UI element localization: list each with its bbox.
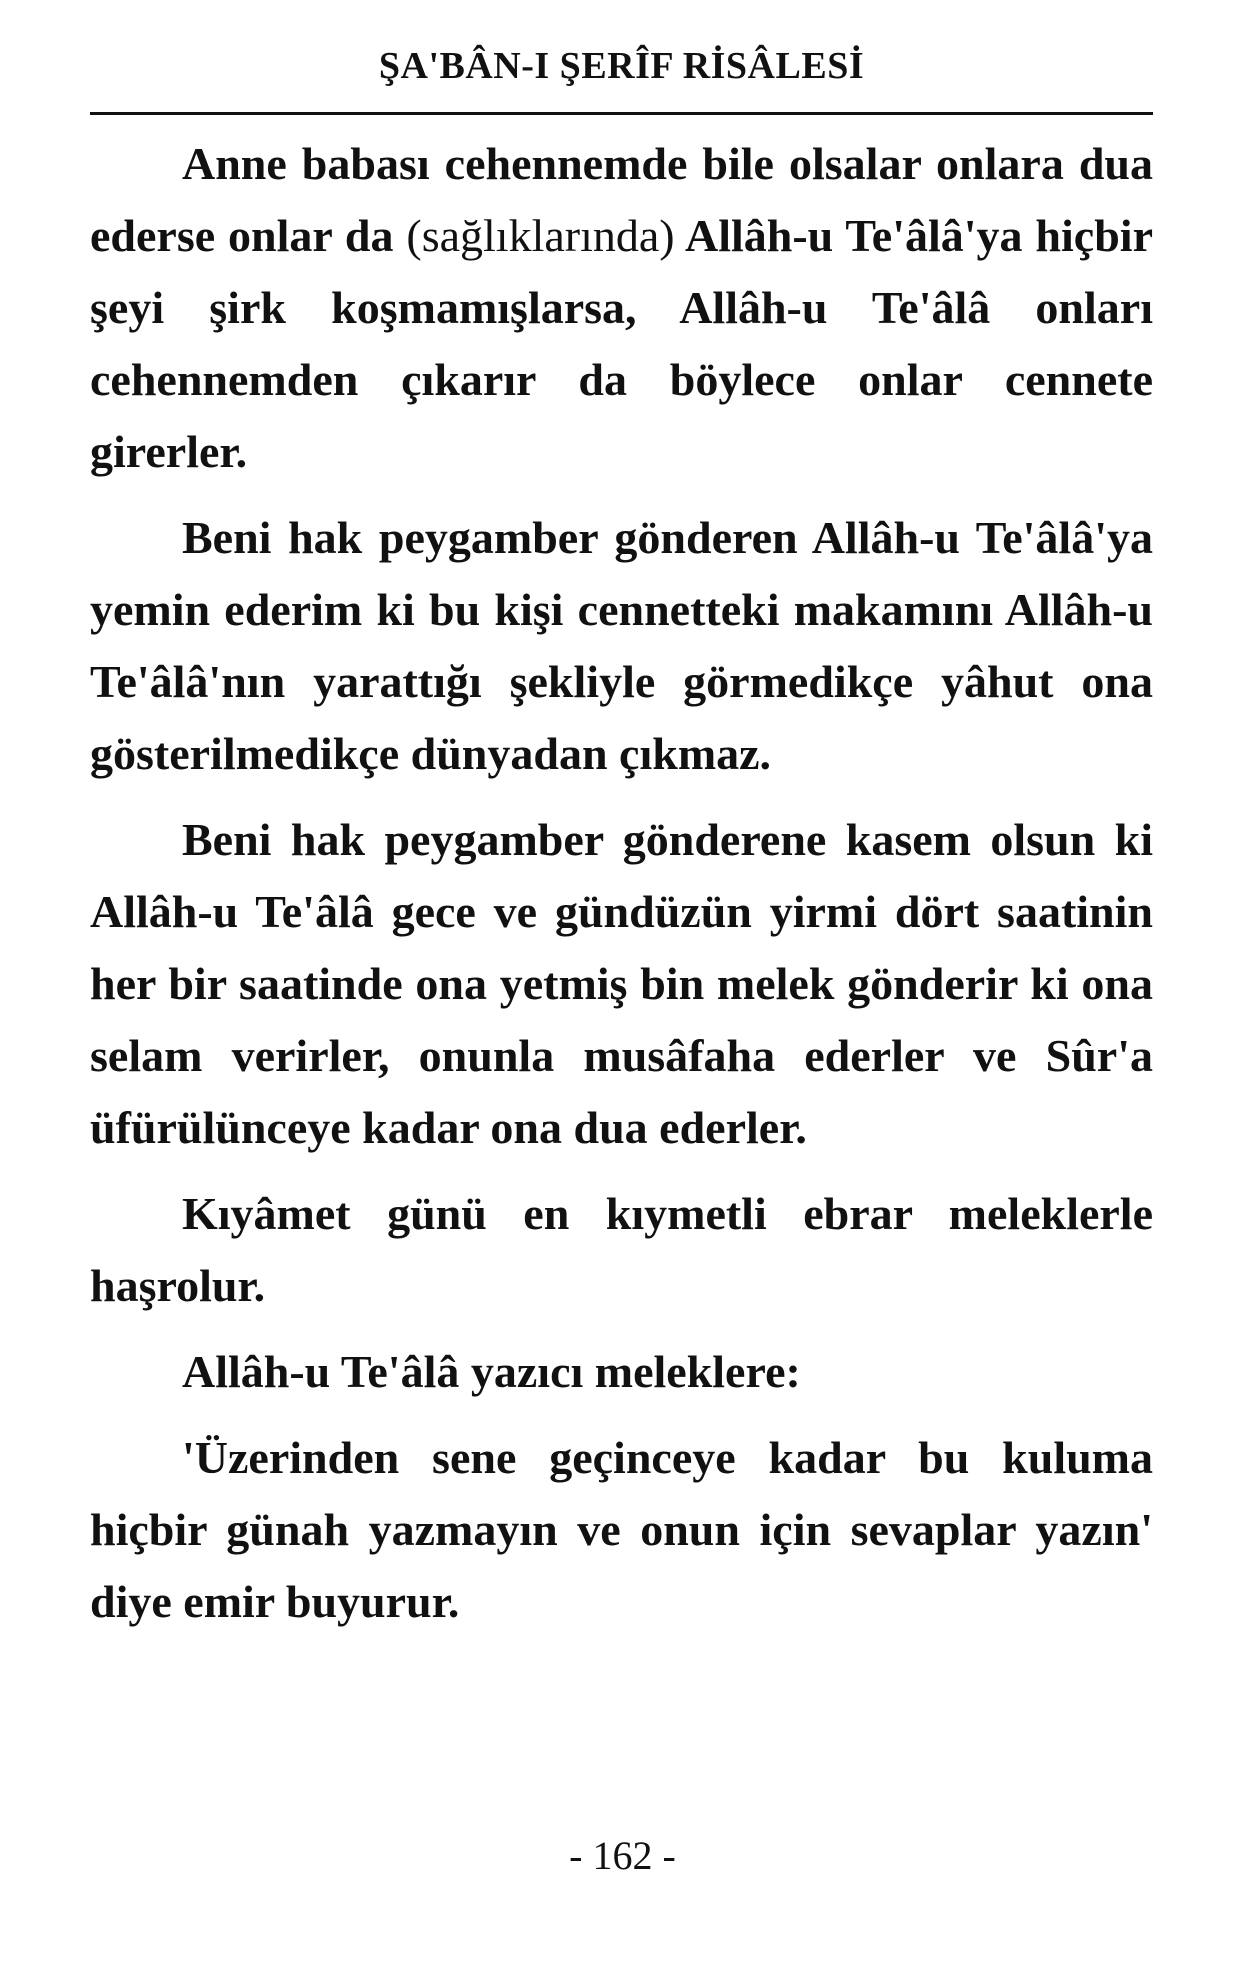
header-rule <box>90 112 1153 115</box>
body-text <box>90 128 1153 1638</box>
running-head: ŞA'BÂN-I ŞERÎF RİSÂLESİ <box>378 45 865 87</box>
page-number: - 162 - <box>569 1833 676 1878</box>
paragraph-1-text-cont: Allâh-u Te'âlâ'ya hiçbir şeyi şirk koşmamışlarsa, Allâh-u Te'âlâ onları cehennemden çıkarır da böylece onlar cennete girerler. <box>90 210 1153 477</box>
paragraph-2: Beni hak peygamber gönderen Allâh-u Te'âlâ'ya yemin ederim ki bu kişi cennetteki makamını Allâh-u Te'âlâ'nın yarattığı şekliyle görmedikçe yâhut ona gösterilmedikçe dünyadan çıkmaz. <box>90 512 1153 779</box>
paragraph-5: Allâh-u Te'âlâ yazıcı meleklere: <box>182 1346 801 1397</box>
paragraph-4: Kıyâmet günü en kıymetli ebrar meleklerle haşrolur. <box>90 1188 1153 1311</box>
paragraph-1-text: Anne babası cehennemde bile olsalar onlara dua ederse onlar da <box>90 138 1153 261</box>
paragraph-3: Beni hak peygamber gönderene kasem olsun ki Allâh-u Te'âlâ gece ve gündüzün yirmi dört saatinin her bir saatinde ona yetmiş bin melek gönderir ki ona selam verirler, onunla musâfaha ederler ve Sûr'a üfürülünceye kadar ona dua ederler. <box>90 814 1153 1153</box>
paragraph-6: 'Üzerinden sene geçinceye kadar bu kuluma hiçbir günah yazmayın ve onun için sevaplar yazın' diye emir buyurur. <box>90 1432 1153 1627</box>
paragraph-1-parenthetical: (sağlıklarında) <box>406 210 675 261</box>
paragraph-1 <box>90 128 1153 488</box>
